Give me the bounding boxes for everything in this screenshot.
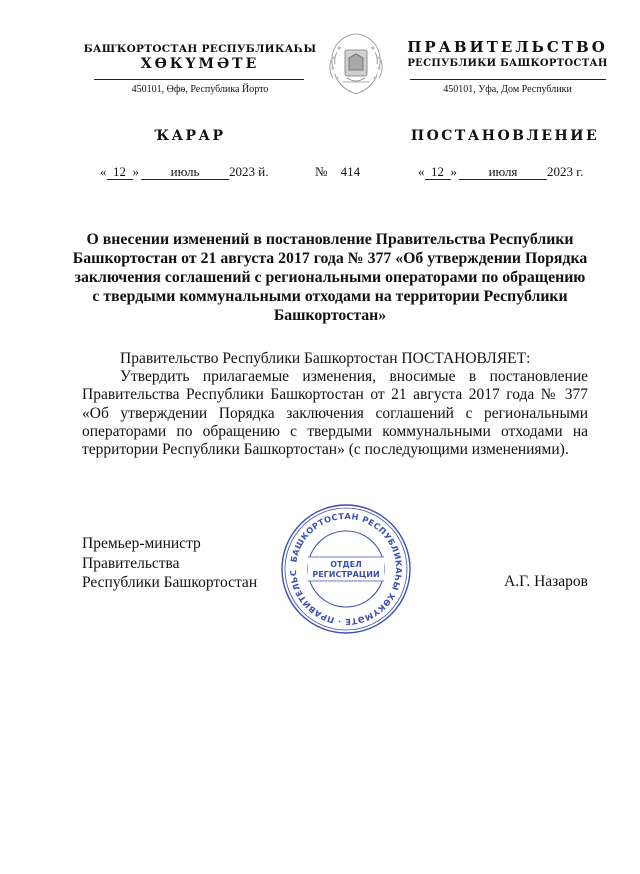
header-right-republic: РЕСПУБЛИКИ БАШКОРТОСТАН (407, 58, 608, 69)
body-paragraph-1: Правительство Республики Башкортостан ПОСТАНОВЛЯЕТ: (120, 350, 531, 367)
stamp-seal-icon (278, 503, 414, 635)
header-right-body: ПРАВИТЕЛЬСТВО (407, 38, 608, 56)
date-ba-month: июль (141, 165, 229, 180)
decree-number (315, 164, 360, 180)
date-ba-close: » (132, 164, 139, 179)
emblem (325, 30, 387, 100)
svg-text:БАШКОРТОСТАН РЕСПУБЛИКАҺЫ ХӨКҮ: БАШКОРТОСТАН РЕСПУБЛИКАҺЫ ХӨКҮМӘТЕ · ПРАВИТЕЛЬС (287, 510, 405, 628)
date-ru (418, 164, 583, 180)
coat-of-arms-icon (325, 30, 387, 100)
svg-text:ОТДЕЛ: ОТДЕЛ (330, 560, 362, 569)
svg-text:РЕГИСТРАЦИИ: РЕГИСТРАЦИИ (312, 570, 380, 579)
header-left-body: ХӨКҮМӘТЕ (140, 56, 260, 72)
signature-position-line-3: Республики Башкортостан (82, 574, 258, 591)
signature-position-line-2: Правительства (82, 554, 180, 572)
header-right-address: 450101, Уфа, Дом Республики (443, 84, 572, 95)
date-ba-year: 2023 й. (229, 164, 269, 179)
registration-stamp (278, 503, 414, 635)
date-ru-day: 12 (425, 165, 451, 180)
header-left-republic: БАШҠОРТОСТАН РЕСПУБЛИКАҺЫ (83, 43, 317, 55)
signature-position-line-1: Премьер-министр (82, 535, 201, 552)
header-left-rule (94, 79, 304, 80)
decree-kind-ru: ПОСТАНОВЛЕНИЕ (410, 128, 600, 144)
document-title: О внесении изменений в постановление Правительства Республики Башкортостан от 21 августа 2017 года № 377 «Об утверждении Порядка заключения соглашений с региональными операторами по обращению с твердыми коммунальными отходами на территории Республики Башкортостан» (72, 231, 588, 324)
date-ba-day: 12 (107, 165, 133, 180)
signer-name: А.Г. Назаров (504, 573, 588, 590)
signature-block (82, 534, 257, 593)
date-ba-open: « (100, 164, 107, 179)
date-ru-month: июля (459, 165, 547, 180)
decree-kind-ba: ҠАРАР (154, 128, 226, 144)
date-ba (100, 164, 268, 180)
header-right-rule (410, 79, 606, 80)
date-ru-open: « (418, 164, 425, 179)
body-paragraph-2: Утвердить прилагаемые изменения, вносимые в постановление Правительства Республики Башкортостан от 21 августа 2017 года № 377 «Об утверждении Порядка заключения соглашений с региональными операторами по обращению с твердыми коммунальными отходами на территории Республики Башкортостан» (с последующими изменениями). (82, 368, 588, 459)
number-sign: № (315, 164, 328, 179)
date-ru-close: » (450, 164, 457, 179)
header-left-address: 450101, Өфө, Республика Йорто (131, 84, 269, 95)
date-ru-year: 2023 г. (547, 164, 584, 179)
number-value: 414 (340, 164, 361, 179)
